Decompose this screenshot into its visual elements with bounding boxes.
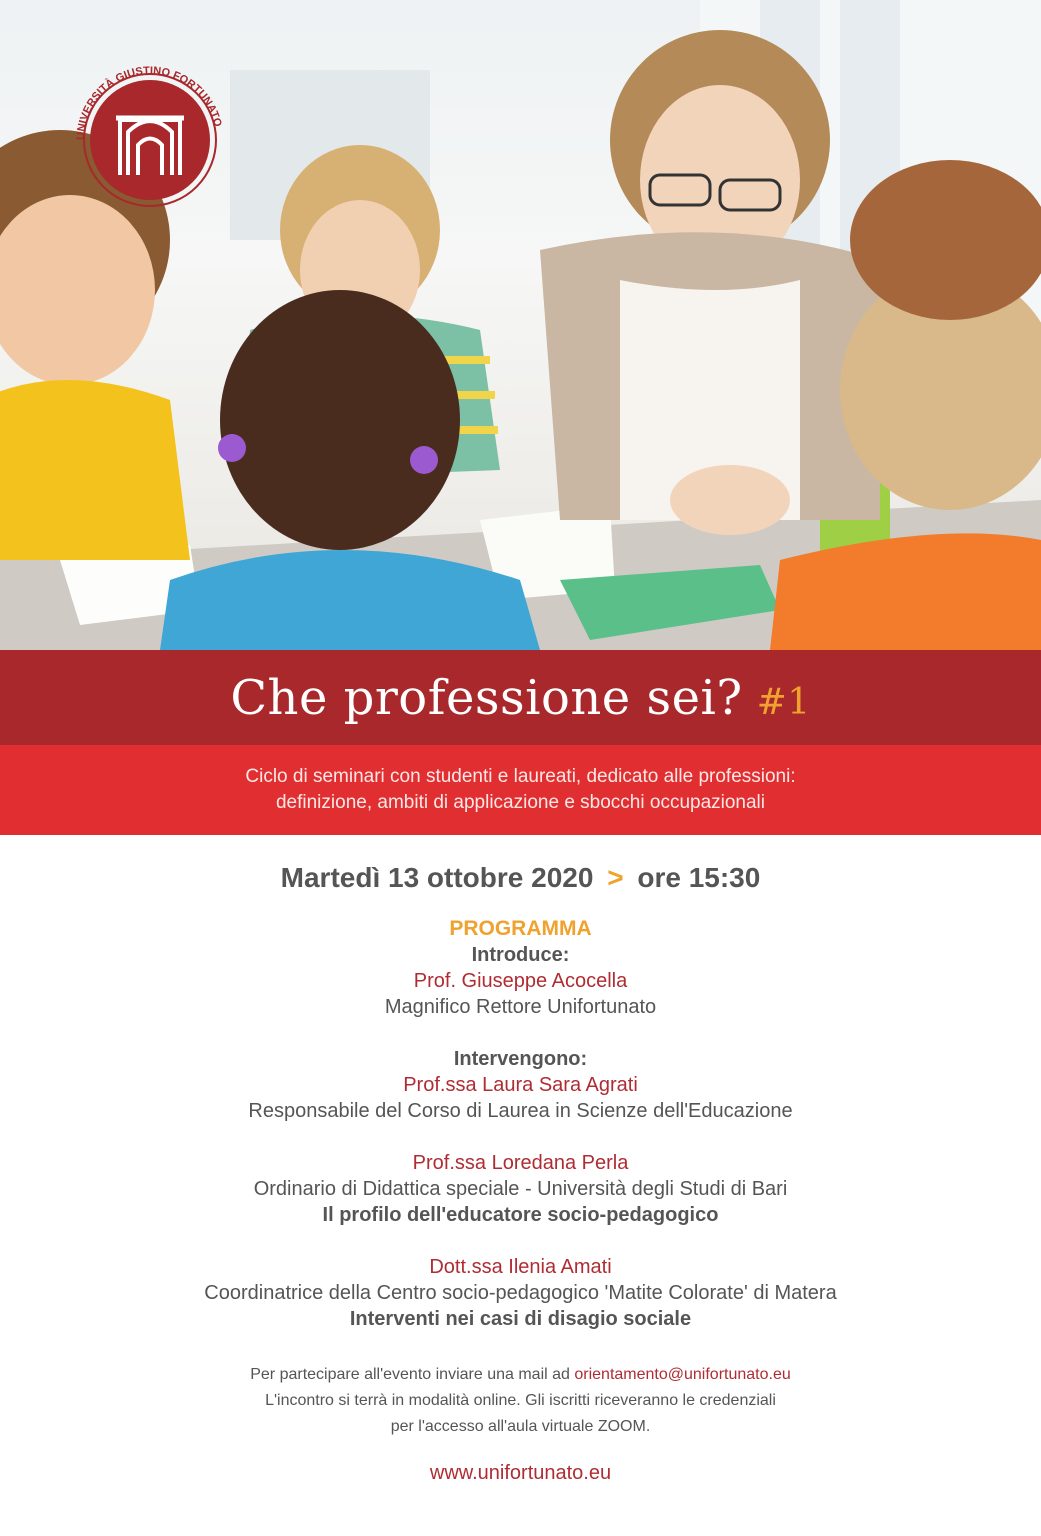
speaker-name: Prof.ssa Laura Sara Agrati xyxy=(403,1074,638,1096)
speaker-name: Dott.ssa Ilenia Amati xyxy=(429,1256,612,1278)
website-link[interactable]: www.unifortunato.eu xyxy=(429,1462,612,1484)
university-seal-icon xyxy=(70,60,230,220)
subtitle-line-2: definizione, ambiti di applicazione e sbocchi occupazionali xyxy=(275,792,766,813)
logo-text: UNIVERSITÀ GIUSTINO FORTUNATO xyxy=(74,64,224,141)
hero-photo xyxy=(0,0,1041,650)
program-heading: PROGRAMMA xyxy=(449,917,592,940)
subtitle-band xyxy=(0,745,1041,835)
event-datetime xyxy=(0,862,1041,894)
info-line-1 xyxy=(0,1362,1041,1388)
university-logo xyxy=(70,60,230,220)
event-time: ore 15:30 xyxy=(637,862,761,893)
speaker-topic: Interventi nei casi di disagio sociale xyxy=(349,1308,692,1330)
speaker-topic: Il profilo dell'educatore socio-pedagogico xyxy=(322,1204,719,1226)
chevron-right-icon: > xyxy=(607,862,624,893)
title-main: Che professione sei? xyxy=(230,669,743,726)
intro-role: Magnifico Rettore Unifortunato xyxy=(384,996,657,1018)
speaker-role: Responsabile del Corso di Laurea in Scienze dell'Educazione xyxy=(248,1100,793,1122)
speaker-role: Ordinario di Didattica speciale - Università degli Studi di Bari xyxy=(253,1178,788,1200)
info-line-3: per l'accesso all'aula virtuale ZOOM. xyxy=(390,1418,651,1435)
email-link[interactable]: orientamento@unifortunato.eu xyxy=(574,1366,791,1383)
participation-info xyxy=(0,1362,1041,1440)
intro-label: Introduce: xyxy=(471,944,570,966)
speaker-role: Coordinatrice della Centro socio-pedagogico 'Matite Colorate' di Matera xyxy=(204,1282,837,1304)
speaker-name: Prof.ssa Loredana Perla xyxy=(412,1152,629,1174)
program-content xyxy=(0,850,1041,1485)
title-number: #1 xyxy=(756,681,811,723)
speakers-label: Intervengono: xyxy=(453,1048,588,1070)
event-date: Martedì 13 ottobre 2020 xyxy=(280,862,594,893)
intro-name: Prof. Giuseppe Acocella xyxy=(413,970,628,992)
info-line-1-text: Per partecipare all'evento inviare una mail ad xyxy=(250,1366,570,1383)
info-line-2: L'incontro si terrà in modalità online. Gli iscritti riceveranno le credenziali xyxy=(265,1392,776,1409)
title-band xyxy=(0,650,1041,745)
page-title xyxy=(230,670,810,726)
subtitle-line-1: Ciclo di seminari con studenti e laureati, dedicato alle professioni: xyxy=(245,766,796,787)
